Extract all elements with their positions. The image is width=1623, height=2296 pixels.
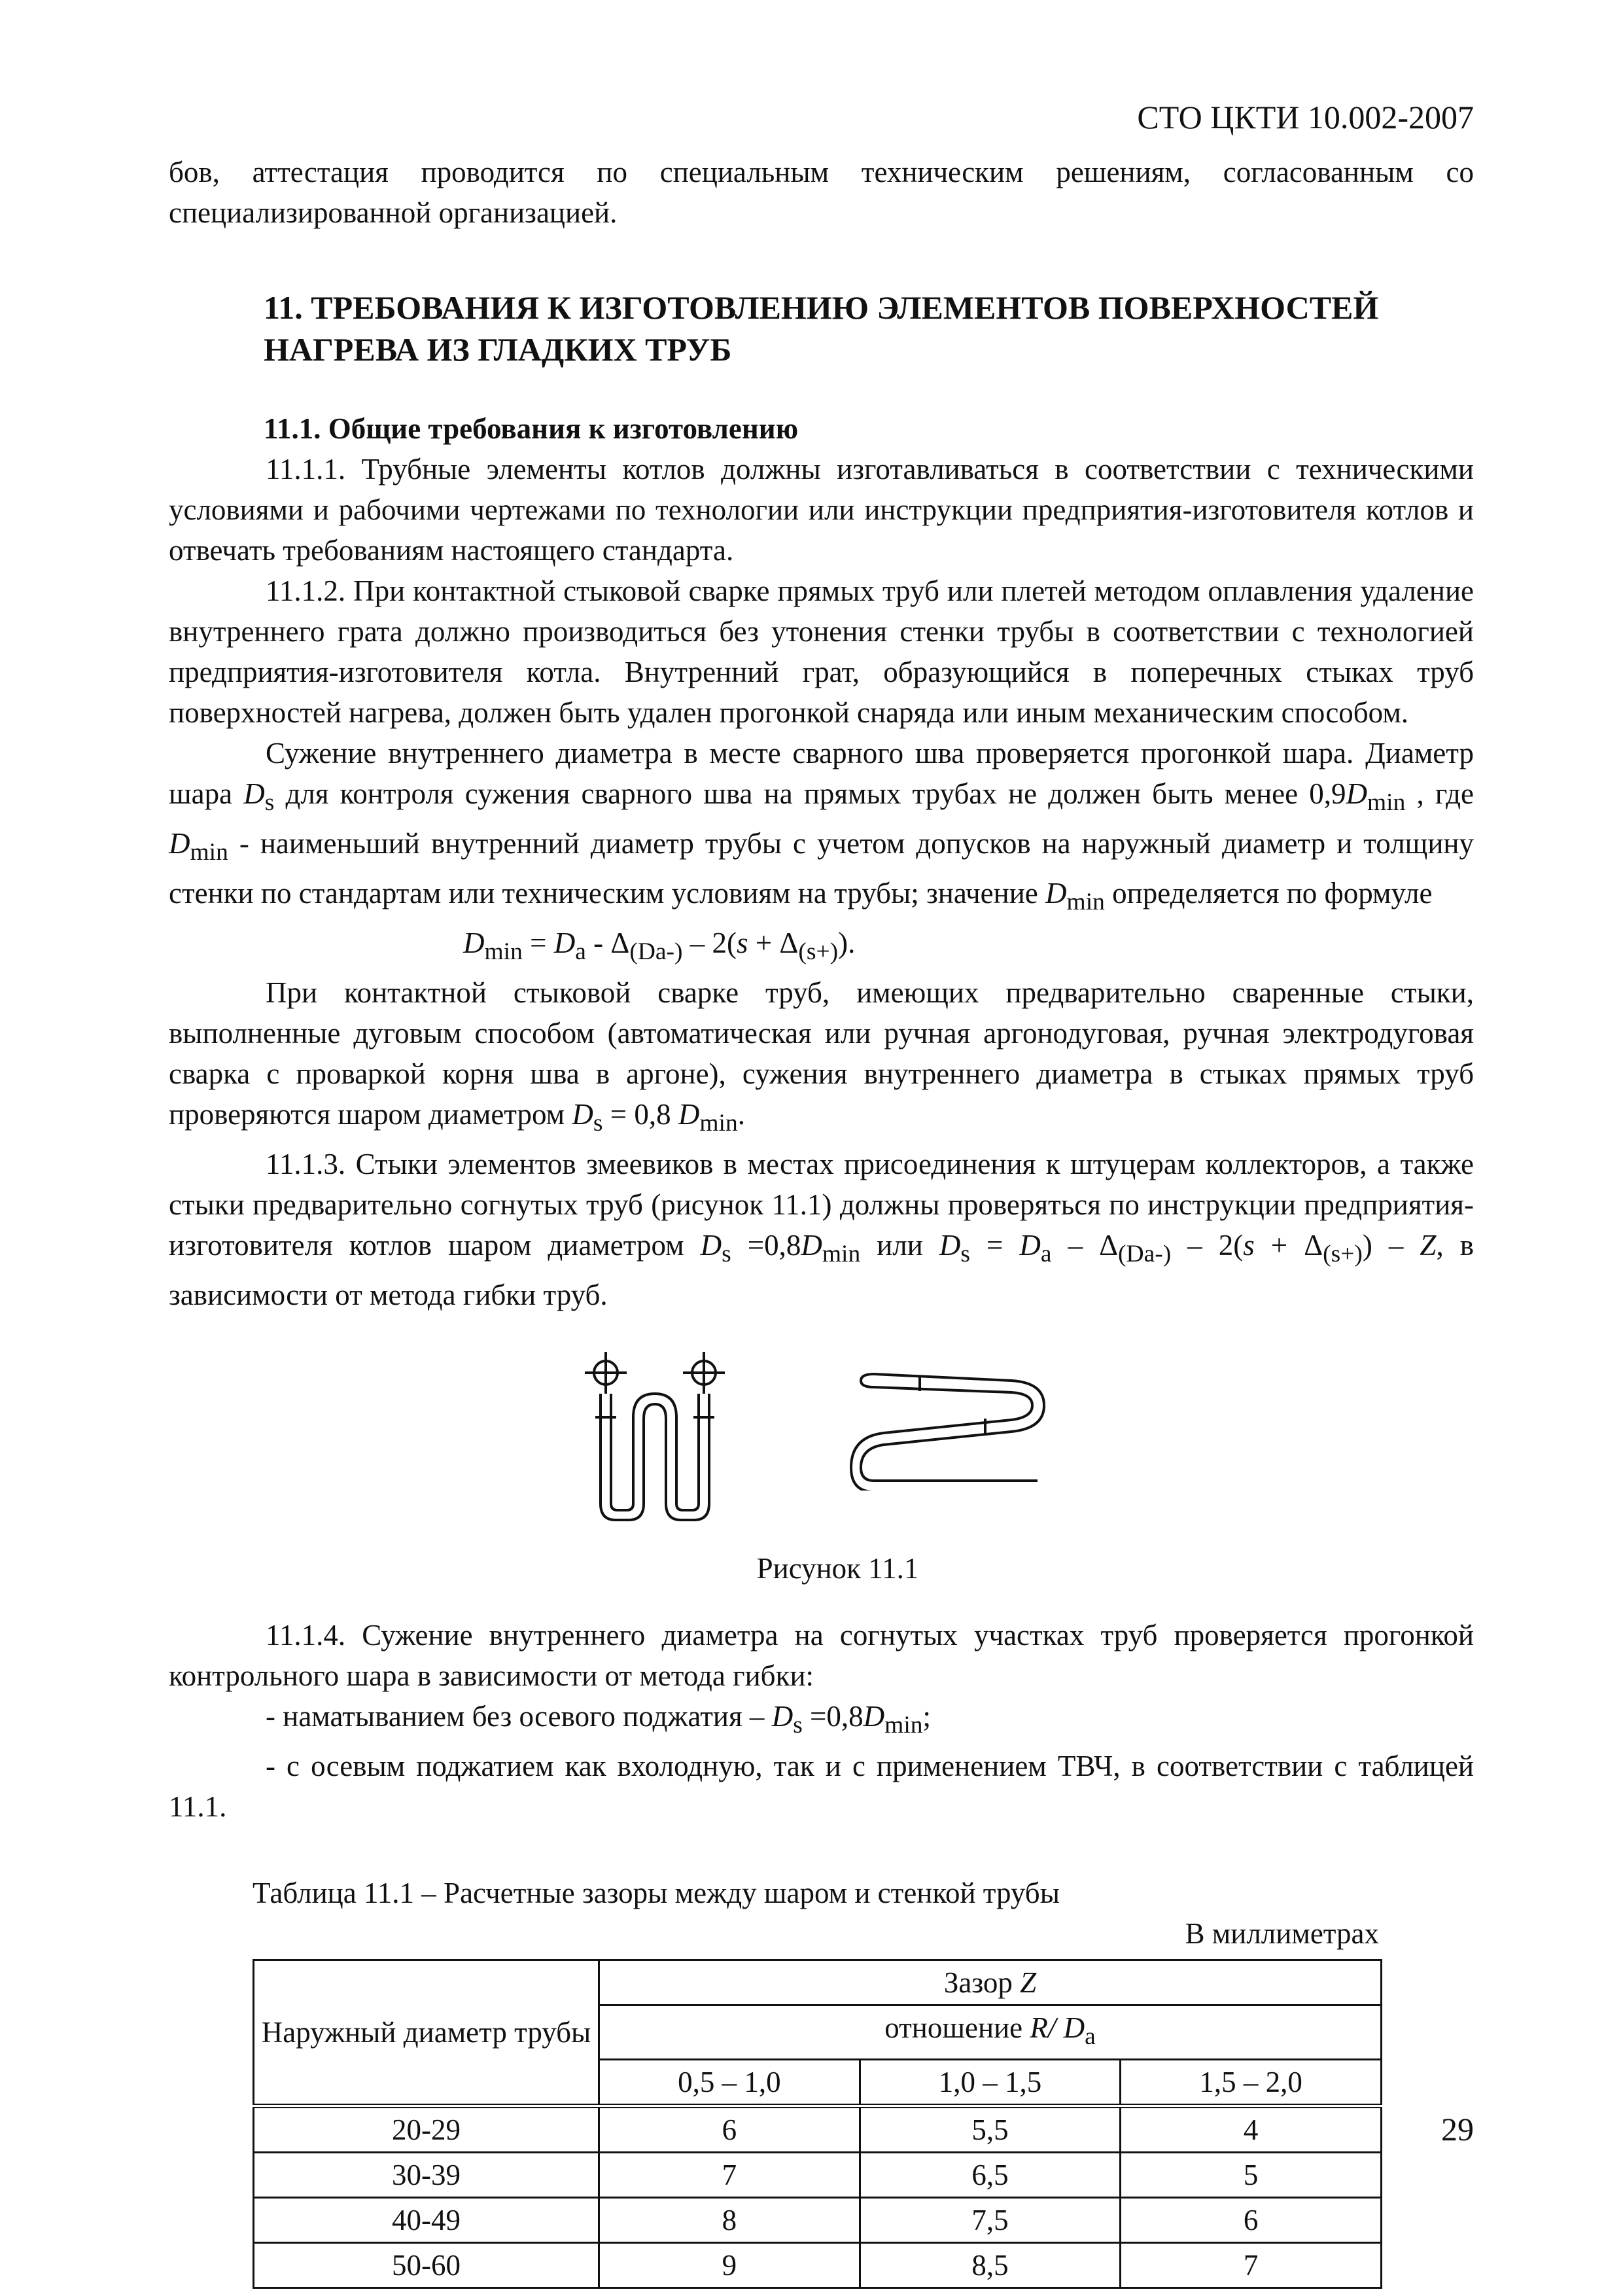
paragraph-11-1-2: 11.1.2. При контактной стыковой сварке прямых труб или плетей методом оплавления удаление внутреннего грата должно производиться без утонения стенки трубы в соответствии с технологией предприятия-изготовителя котла. Внутренний грат, образующийся в поперечных стыках труб поверхностей нагрева, должен быть удален прогонкой снаряда или иным механическим способом.: [169, 574, 1474, 729]
table-cell: 6,5: [860, 2153, 1121, 2198]
formula-dmin: $D_{min} = D_a - \Delta_{(Da-)} - 2(s + \Delta_{(s+)})$.: [463, 927, 856, 965]
figure-11-1: [169, 1347, 1474, 1530]
table-units: В миллиметрах: [1185, 1917, 1379, 1950]
paragraph-contact-welding: При контактной стыковой сварке труб, имеющих предварительно сваренные стыки, выполненные дуговым способом (автоматическая или ручная аргонодуговая, ручная электродуговая сварка с проваркой корня шва в аргоне), сужения внутреннего диаметра в стыках прямых труб проверяются шаром диаметром $D_s = 0,8$ $D_{min}$.: [169, 976, 1474, 1137]
document-code: СТО ЦКТИ 10.002-2007: [1137, 99, 1474, 135]
table-cell: 8: [599, 2198, 860, 2243]
table-cell: 7: [599, 2153, 860, 2198]
table-cell: 7: [1121, 2243, 1382, 2288]
list-item-winding: - наматыванием без осевого поджатия – $D_s =0,8D_{min}$;: [266, 1700, 932, 1739]
table-cell: 5: [1121, 2153, 1382, 2198]
table-cell: 40-49: [254, 2198, 599, 2243]
table-cell: 6: [599, 2106, 860, 2153]
header-gap: Зазор Z: [599, 1960, 1382, 2005]
clearance-table: [253, 1959, 1382, 2289]
table-cell: 5,5: [860, 2106, 1121, 2153]
header-outer-diameter: Наружный диаметр трубы: [254, 1960, 599, 2106]
header-ratio: отношение R/ $D_a$: [599, 2005, 1382, 2060]
page-content: [169, 152, 1474, 2289]
intro-paragraph: бов, аттестация проводится по специальным техническим решениям, согласованным со специализированной организацией.: [169, 156, 1474, 229]
table-cell: 50-60: [254, 2243, 599, 2288]
header-ratio-range: 0,5 – 1,0: [599, 2060, 860, 2106]
table-row: [254, 2153, 1382, 2198]
paragraph-11-1-4: 11.1.4. Сужение внутреннего диаметра на согнутых участках труб проверяется прогонкой контрольного шара в зависимости от метода гибки:: [169, 1619, 1474, 1692]
table-row: [254, 2198, 1382, 2243]
paragraph-ball-check: Сужение внутреннего диаметра в месте сварного шва проверяется прогонкой шара. Диаметр шара $D_s$ для контроля сужения сварного шва на прямых трубах не должен быть менее $0,9D_{min}$ , где $D_{min}$ - наименьший внутренний диаметр трубы с учетом допусков на наружный диаметр и толщину стенки по стандартам или техническим условиям на трубы; значение $D_{min}$ определяется по формуле: [169, 737, 1474, 915]
paragraph-11-1-3: 11.1.3. Стыки элементов змеевиков в местах присоединения к штуцерам коллекторов, а также стыки предварительно согнутых труб (рисунок 11.1) должны проверяться по инструкции предприятия-изготовителя котлов шаром диаметром $D_s =0,8D_{min}$ или $D_s = D_a - \Delta_{(Da-)} - 2(s + \Delta_{(s+)}) - Z$, в зависимости от метода гибки труб.: [169, 1148, 1474, 1311]
table-cell: 9: [599, 2243, 860, 2288]
subsection-title: 11.1. Общие требования к изготовлению: [264, 412, 799, 445]
table-title: Таблица 11.1 – Расчетные зазоры между шаром и стенкой трубы: [253, 1877, 1060, 1909]
figure-caption: Рисунок 11.1: [756, 1552, 919, 1585]
header-ratio-range: 1,5 – 2,0: [1121, 2060, 1382, 2106]
table-row: [254, 2106, 1382, 2153]
list-item-axial-compression: - с осевым поджатием как вхолодную, так и с применением ТВЧ, в соответствии с таблицей 11.1.: [169, 1750, 1474, 1823]
table-cell: 8,5: [860, 2243, 1121, 2288]
table-cell: 4: [1121, 2106, 1382, 2153]
bent-tube-drawing: [848, 1347, 1064, 1491]
coil-tube-drawing: [580, 1347, 730, 1530]
table-cell: 30-39: [254, 2153, 599, 2198]
header-ratio-range: 1,0 – 1,5: [860, 2060, 1121, 2106]
table-row: [254, 2243, 1382, 2288]
paragraph-11-1-1: 11.1.1. Трубные элементы котлов должны изготавливаться в соответствии с техническими условиями и рабочими чертежами по технологии или инструкции предприятия-изготовителя котлов и отвечать требованиям настоящего стандарта.: [169, 453, 1474, 567]
table-cell: 6: [1121, 2198, 1382, 2243]
page-number: 29: [1441, 2111, 1474, 2147]
section-title: 11. ТРЕБОВАНИЯ К ИЗГОТОВЛЕНИЮ ЭЛЕМЕНТОВ ПОВЕРХНОСТЕЙ НАГРЕВА ИЗ ГЛАДКИХ ТРУБ: [264, 289, 1379, 368]
table-cell: 20-29: [254, 2106, 599, 2153]
table-cell: 7,5: [860, 2198, 1121, 2243]
